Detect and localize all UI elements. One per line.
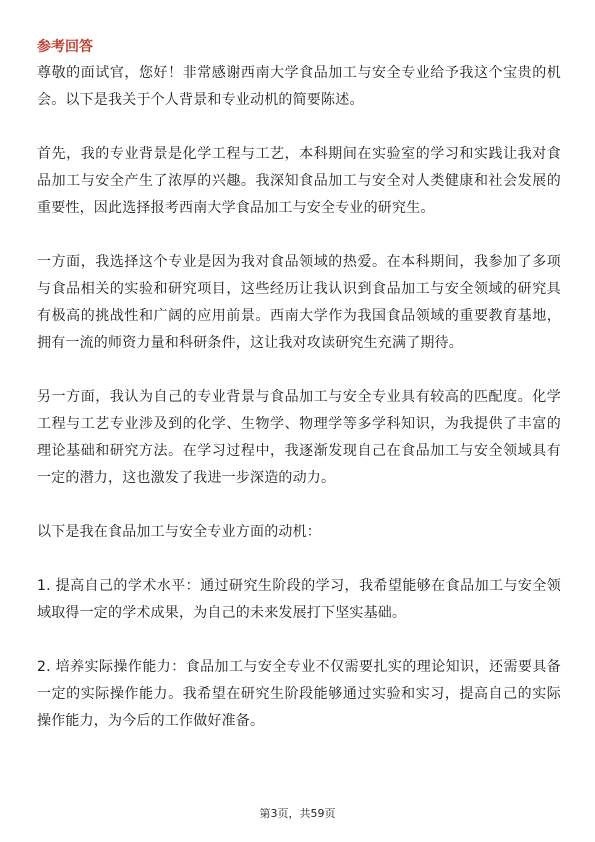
paragraph-motivation-1: 1. 提高自己的学术水平：通过研究生阶段的学习，我希望能够在食品加工与安全领域取得一定的学术成果，为自己的未来发展打下坚实基础。 bbox=[37, 578, 561, 621]
page-number-footer: 第3页，共59页 bbox=[259, 807, 336, 820]
paragraph-motivation-2: 2. 培养实际操作能力：食品加工与安全专业不仅需要扎实的理论知识，还需要具备一定的实际操作能力。我希望在研究生阶段能够通过实验和实习，提高自己的实际操作能力，为今后的工作做好准备。 bbox=[37, 659, 561, 729]
document-page bbox=[37, 36, 561, 762]
paragraph-match: 另一方面，我认为自己的专业背景与食品加工与安全专业具有较高的匹配度。化学工程与工艺专业涉及到的化学、生物学、物理学等多学科知识，为我提供了丰富的理论基础和研究方法。在学习过程中，我逐渐发现自己在食品加工与安全领域具有一定的潜力，这也激发了我进一步深造的动力。 bbox=[37, 389, 561, 486]
paragraph-motivation-intro: 以下是我在食品加工与安全专业方面的动机： bbox=[37, 524, 321, 540]
paragraph-background: 首先，我的专业背景是化学工程与工艺，本科期间在实验室的学习和实践让我对食品加工与安全产生了浓厚的兴趣。我深知食品加工与安全对人类健康和社会发展的重要性，因此选择报考西南大学食品加工与安全专业的研究生。 bbox=[37, 146, 561, 216]
paragraph-interest: 一方面，我选择这个专业是因为我对食品领域的热爱。在本科期间，我参加了多项与食品相关的实验和研究项目，这些经历让我认识到食品加工与安全领域的研究具有极高的挑战性和广阔的应用前景。西南大学作为我国食品领域的重要教育基地，拥有一流的师资力量和科研条件，这让我对攻读研究生充满了期待。 bbox=[37, 254, 561, 351]
answer-heading: 参考回答 bbox=[37, 39, 93, 55]
paragraph-greeting: 尊敬的面试官，您好！非常感谢西南大学食品加工与安全专业给予我这个宝贵的机会。以下是我关于个人背景和专业动机的简要陈述。 bbox=[37, 65, 561, 108]
